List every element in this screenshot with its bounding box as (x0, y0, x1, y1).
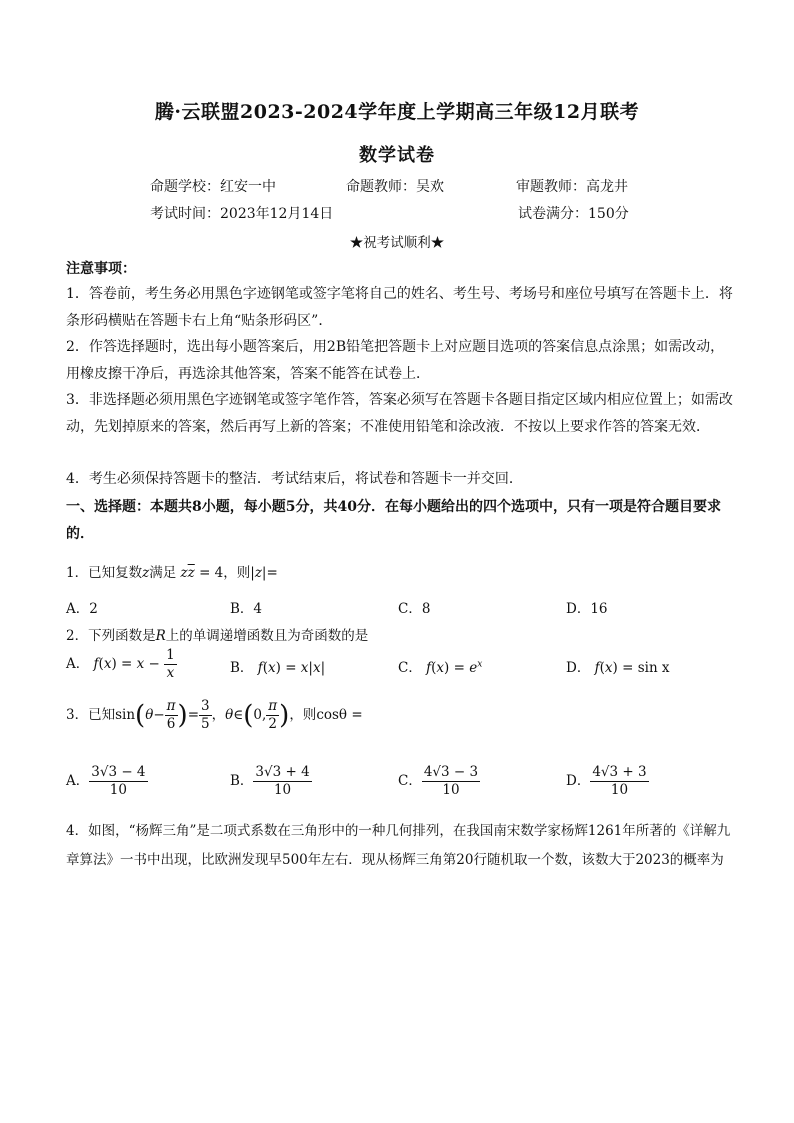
exam-title: 腾·云联盟2023-2024学年度上学期高三年级12月联考 (154, 101, 640, 123)
question-1 (66, 561, 278, 581)
note-item-1: 1．答卷前，考生务必用黑色字迹钢笔或签字笔将自己的姓名、考生号、考场号和座位号填写在答题卡上．将条形码横贴在答题卡右上角“贴条形码区”． (66, 286, 733, 329)
q1-option-b: B．4 (230, 601, 263, 617)
reviewer-info: 审题教师：高龙井 (516, 179, 628, 195)
note-item-3: 3．非选择题必须用黑色字迹钢笔或签字笔作答，答案必须写在答题卡各题目指定区域内相应位置上；如需改动，先划掉原来的答案，然后再写上新的答案；不准使用铅笔和涂改液．不按以上要求作答的答案无效． (66, 392, 733, 435)
q1-end: = (266, 565, 278, 581)
q2-R: R (155, 628, 166, 644)
q3-option-a: A． $\frac{3√3 - 4}{10}$ (66, 764, 146, 798)
q1-product: $z\overline{z}$ (180, 565, 195, 581)
q2-option-b: B． f(x) = x|x| (230, 660, 326, 676)
q3-option-b: B． $\frac{3√3 + 4}{10}$ (230, 764, 310, 798)
q3-option-c: C． $\frac{4√3 - 3}{10}$ (398, 764, 479, 798)
exam-time: 考试时间：2023年12月14日 (150, 206, 334, 222)
q1-option-c: C．8 (398, 601, 431, 617)
q2-option-a: A． f(x) = x − $\frac{1}{x}$ (66, 647, 175, 681)
question-2 (66, 624, 368, 644)
exam-subtitle: 数学试卷 (359, 145, 435, 166)
question-4: 4．如图，“杨辉三角”是二项式系数在三角形中的一种几何排列，在我国南宋数学家杨辉1261年所著的《详解九章算法》一书中出现，比欧洲发现早500年左右．现从杨辉三角第20行随机取一个数，该数大于2023的概率为 (66, 823, 731, 868)
teacher-info: 命题教师：吴欢 (346, 179, 444, 195)
q2-a-fraction: $\frac{1}{x}$ (166, 647, 175, 681)
q1-z: z (142, 565, 150, 581)
notes-heading: 注意事项： (66, 261, 136, 277)
q2-suffix: 上的单调递增函数且为奇函数的是 (165, 628, 369, 644)
q2-option-d: D． f(x) = sin x (566, 660, 670, 676)
q3-option-d: D． $\frac{4√3 + 3}{10}$ (566, 764, 647, 798)
note-item-2: 2．作答选择题时，选出每小题答案后，用2B铅笔把答题卡上对应题目选项的答案信息点涂黑；如需改动，用橡皮擦干净后，再选涂其他答案，答案不能答在试卷上． (66, 339, 725, 382)
q1-cond: 满足 (149, 565, 177, 581)
question-3: 3．已知sin(θ− $\frac{\pi}{6}$ )= $\frac{3}{5}$ ，θ∈(0, $\frac{\pi}{2}$ )，则cosθ = (66, 698, 363, 732)
exam-score: 试卷满分：150分 (518, 206, 629, 222)
q1-option-a: A．2 (66, 601, 98, 617)
school-info: 命题学校：红安一中 (150, 179, 276, 195)
q1-prefix: 1．已知复数 (66, 565, 143, 581)
note-item-4: 4．考生必须保持答题卡的整洁．考试结束后，将试卷和答题卡一并交回． (66, 471, 523, 487)
q1-eq: = 4 (199, 565, 224, 581)
q2-prefix: 2．下列函数是 (66, 628, 156, 644)
q1-then: ，则 (223, 565, 251, 581)
q1-abs: |z| (250, 565, 267, 581)
q1-option-d: D．16 (566, 601, 608, 617)
section-1-heading: 一、选择题：本题共8小题，每小题5分，共40分．在每小题给出的四个选项中，只有一项是符合题目要求的． (66, 499, 721, 542)
good-luck-text: ★祝考试顺利★ (349, 235, 445, 251)
q2-option-c: C． $f(x) = e^x$ (398, 659, 483, 676)
